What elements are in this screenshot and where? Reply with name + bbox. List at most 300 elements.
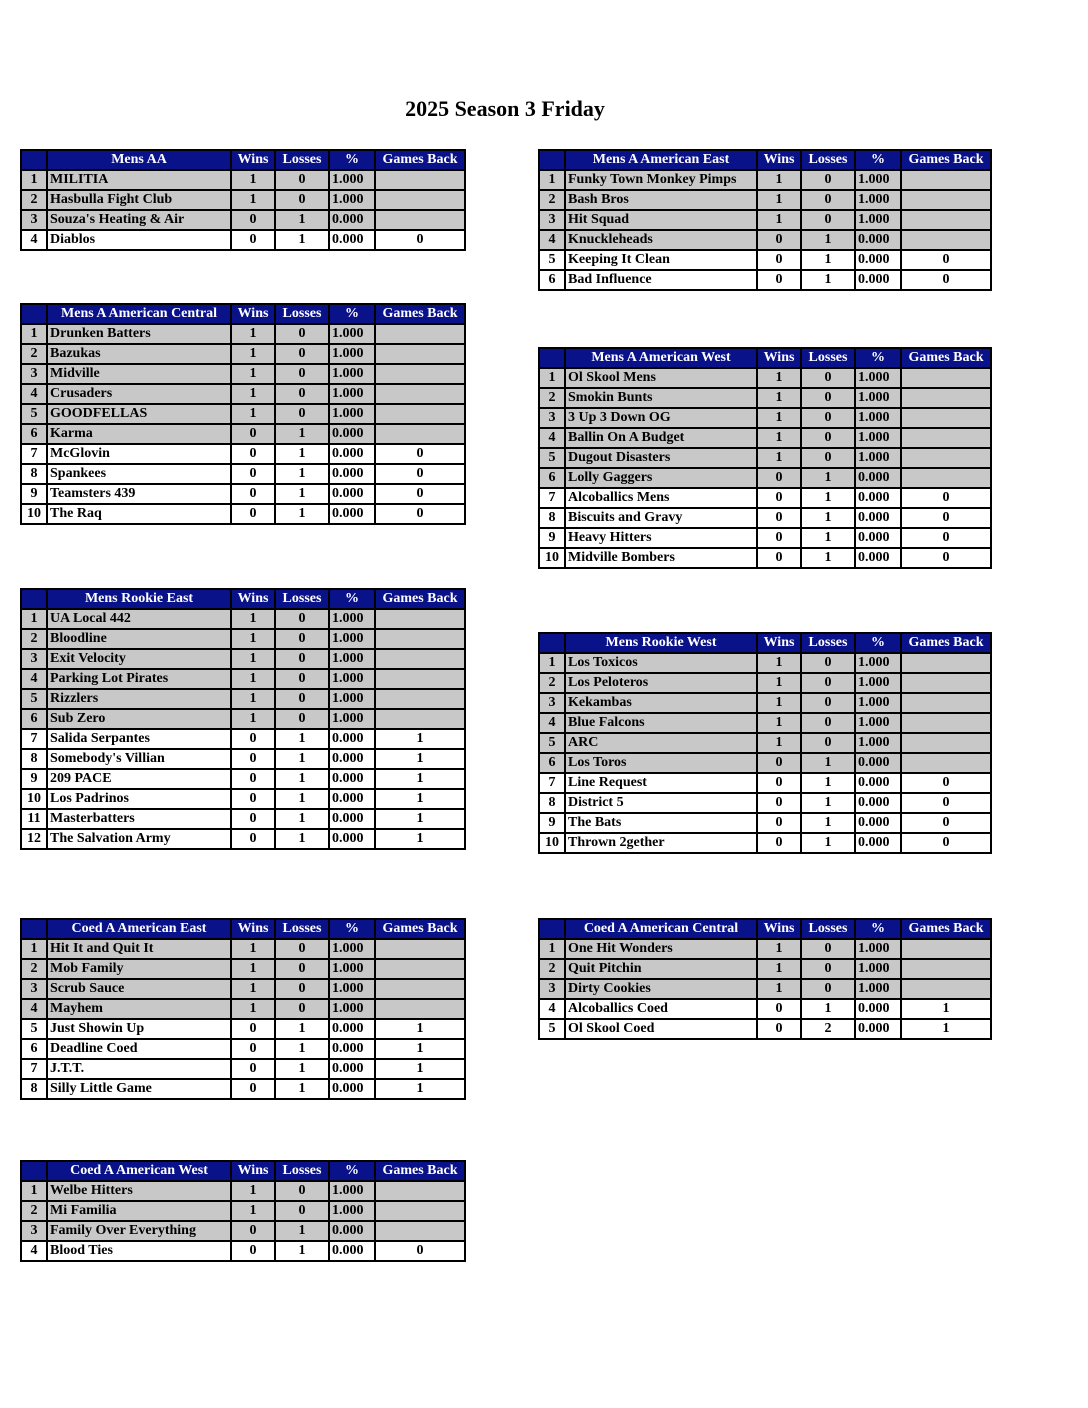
rank-cell: 4 [21, 1241, 47, 1261]
wins-cell: 0 [757, 813, 801, 833]
percent-cell: 0.000 [329, 444, 375, 464]
losses-cell: 0 [801, 448, 855, 468]
standings-table [538, 918, 992, 1040]
losses-cell: 1 [275, 1019, 329, 1039]
wins-header: Wins [231, 589, 275, 609]
team-name-cell: Smokin Bunts [565, 388, 757, 408]
table-row [21, 1079, 465, 1099]
wins-cell: 0 [231, 210, 275, 230]
wins-cell: 0 [231, 1221, 275, 1241]
wins-header: Wins [231, 919, 275, 939]
table-header-row [21, 1161, 465, 1181]
table-row [21, 190, 465, 210]
wins-cell: 1 [231, 629, 275, 649]
rank-cell: 9 [539, 528, 565, 548]
wins-cell: 1 [757, 388, 801, 408]
standings-table [20, 149, 466, 251]
games-back-cell [901, 368, 991, 388]
rank-cell: 5 [539, 448, 565, 468]
wins-cell: 0 [757, 1019, 801, 1039]
team-name-cell: Salida Serpantes [47, 729, 231, 749]
team-name-cell: Sub Zero [47, 709, 231, 729]
losses-cell: 1 [275, 444, 329, 464]
games-back-cell: 0 [901, 773, 991, 793]
losses-cell: 1 [801, 813, 855, 833]
percent-cell: 1.000 [855, 170, 901, 190]
games-back-cell: 0 [901, 813, 991, 833]
percent-cell: 1.000 [855, 388, 901, 408]
wins-cell: 1 [231, 1201, 275, 1221]
team-name-cell: Blood Ties [47, 1241, 231, 1261]
team-name-cell: Dirty Cookies [565, 979, 757, 999]
wins-cell: 0 [231, 424, 275, 444]
team-name-cell: The Salvation Army [47, 829, 231, 849]
percent-cell: 1.000 [329, 170, 375, 190]
games-back-cell: 1 [375, 829, 465, 849]
losses-cell: 1 [275, 464, 329, 484]
games-back-cell: 1 [901, 999, 991, 1019]
header-rank-cell [21, 1161, 47, 1181]
team-name-cell: Heavy Hitters [565, 528, 757, 548]
rank-cell: 12 [21, 829, 47, 849]
wins-cell: 1 [757, 428, 801, 448]
team-name-cell: Los Padrinos [47, 789, 231, 809]
team-name-cell: Souza's Heating & Air [47, 210, 231, 230]
team-name-cell: Mayhem [47, 999, 231, 1019]
wins-cell: 1 [757, 408, 801, 428]
table-row [21, 384, 465, 404]
wins-cell: 1 [231, 979, 275, 999]
games-back-cell: 0 [901, 250, 991, 270]
header-rank-cell [21, 150, 47, 170]
table-row [21, 649, 465, 669]
header-rank-cell [21, 589, 47, 609]
percent-cell: 1.000 [329, 959, 375, 979]
games-back-cell [375, 709, 465, 729]
rank-cell: 3 [21, 649, 47, 669]
rank-cell: 1 [21, 170, 47, 190]
losses-cell: 0 [801, 388, 855, 408]
losses-cell: 0 [801, 979, 855, 999]
percent-cell: 0.000 [329, 829, 375, 849]
team-name-cell: Ballin On A Budget [565, 428, 757, 448]
losses-cell: 0 [275, 404, 329, 424]
team-name-cell: Lolly Gaggers [565, 468, 757, 488]
games-back-cell [901, 713, 991, 733]
team-name-cell: Hasbulla Fight Club [47, 190, 231, 210]
losses-cell: 1 [801, 528, 855, 548]
wins-cell: 1 [757, 979, 801, 999]
wins-cell: 0 [757, 230, 801, 250]
losses-cell: 1 [801, 270, 855, 290]
percent-cell: 1.000 [329, 609, 375, 629]
table-header-row [21, 919, 465, 939]
losses-cell: 0 [801, 368, 855, 388]
rank-cell: 2 [21, 1201, 47, 1221]
division-name-header: Mens Rookie West [565, 633, 757, 653]
percent-cell: 0.000 [855, 813, 901, 833]
games-back-cell [901, 190, 991, 210]
games-back-cell [901, 230, 991, 250]
rank-cell: 1 [539, 939, 565, 959]
games-back-cell [901, 408, 991, 428]
percent-cell: 1.000 [855, 959, 901, 979]
rank-cell: 11 [21, 809, 47, 829]
percent-cell: 0.000 [329, 1039, 375, 1059]
team-name-cell: Los Peloteros [565, 673, 757, 693]
percent-cell: 1.000 [329, 979, 375, 999]
rank-cell: 8 [539, 793, 565, 813]
rank-cell: 10 [539, 833, 565, 853]
games-back-cell [375, 324, 465, 344]
losses-cell: 1 [801, 773, 855, 793]
games-back-cell: 1 [375, 1079, 465, 1099]
percent-cell: 1.000 [855, 448, 901, 468]
team-name-cell: Midville Bombers [565, 548, 757, 568]
percent-cell: 1.000 [329, 324, 375, 344]
losses-cell: 1 [801, 548, 855, 568]
wins-cell: 0 [231, 789, 275, 809]
team-name-cell: Los Toros [565, 753, 757, 773]
header-rank-cell [539, 150, 565, 170]
losses-cell: 1 [275, 729, 329, 749]
team-name-cell: Spankees [47, 464, 231, 484]
losses-cell: 1 [801, 488, 855, 508]
games-back-header: Games Back [375, 150, 465, 170]
percent-cell: 0.000 [855, 548, 901, 568]
team-name-cell: The Raq [47, 504, 231, 524]
team-name-cell: Karma [47, 424, 231, 444]
wins-cell: 0 [757, 270, 801, 290]
team-name-cell: McGlovin [47, 444, 231, 464]
team-name-cell: Somebody's Villian [47, 749, 231, 769]
games-back-cell: 1 [375, 749, 465, 769]
games-back-cell [375, 384, 465, 404]
losses-cell: 0 [275, 959, 329, 979]
standings-table [538, 347, 992, 569]
losses-cell: 1 [275, 1221, 329, 1241]
wins-cell: 0 [757, 250, 801, 270]
rank-cell: 3 [21, 979, 47, 999]
wins-cell: 0 [757, 548, 801, 568]
losses-header: Losses [275, 589, 329, 609]
rank-cell: 6 [539, 468, 565, 488]
games-back-cell: 0 [901, 833, 991, 853]
percent-cell: 1.000 [329, 669, 375, 689]
games-back-cell: 0 [901, 508, 991, 528]
wins-cell: 1 [757, 939, 801, 959]
losses-cell: 1 [801, 250, 855, 270]
wins-cell: 1 [231, 170, 275, 190]
games-back-header: Games Back [375, 1161, 465, 1181]
team-name-cell: Ol Skool Coed [565, 1019, 757, 1039]
losses-cell: 0 [275, 170, 329, 190]
team-name-cell: Crusaders [47, 384, 231, 404]
wins-cell: 1 [231, 709, 275, 729]
rank-cell: 1 [21, 324, 47, 344]
games-back-cell: 1 [375, 1019, 465, 1039]
team-name-cell: GOODFELLAS [47, 404, 231, 424]
team-name-cell: Scrub Sauce [47, 979, 231, 999]
losses-cell: 0 [801, 408, 855, 428]
games-back-cell: 0 [375, 444, 465, 464]
percent-cell: 0.000 [329, 729, 375, 749]
wins-header: Wins [757, 348, 801, 368]
rank-cell: 2 [539, 673, 565, 693]
table-row [539, 1019, 991, 1039]
team-name-cell: Bazukas [47, 344, 231, 364]
wins-cell: 1 [757, 170, 801, 190]
wins-cell: 0 [757, 508, 801, 528]
losses-header: Losses [275, 919, 329, 939]
percent-cell: 0.000 [329, 1079, 375, 1099]
losses-cell: 1 [801, 833, 855, 853]
table-row [21, 404, 465, 424]
team-name-cell: Blue Falcons [565, 713, 757, 733]
games-back-cell: 1 [375, 809, 465, 829]
games-back-cell: 1 [901, 1019, 991, 1039]
table-row [539, 250, 991, 270]
percent-cell: 0.000 [855, 793, 901, 813]
team-name-cell: Mi Familia [47, 1201, 231, 1221]
standings-table [20, 918, 466, 1100]
table-row [539, 813, 991, 833]
rank-cell: 10 [21, 504, 47, 524]
rank-cell: 9 [21, 769, 47, 789]
wins-header: Wins [231, 304, 275, 324]
table-row [21, 230, 465, 250]
rank-cell: 6 [21, 424, 47, 444]
rank-cell: 7 [539, 488, 565, 508]
team-name-cell: Los Toxicos [565, 653, 757, 673]
games-back-cell [375, 1221, 465, 1241]
losses-cell: 1 [275, 789, 329, 809]
rank-cell: 8 [21, 464, 47, 484]
table-row [539, 528, 991, 548]
wins-cell: 1 [757, 368, 801, 388]
team-name-cell: Parking Lot Pirates [47, 669, 231, 689]
games-back-cell [375, 999, 465, 1019]
percent-cell: 0.000 [855, 488, 901, 508]
rank-cell: 6 [539, 270, 565, 290]
losses-cell: 1 [801, 793, 855, 813]
losses-header: Losses [801, 633, 855, 653]
team-name-cell: District 5 [565, 793, 757, 813]
table-header-row [539, 633, 991, 653]
table-row [21, 1201, 465, 1221]
wins-cell: 1 [757, 713, 801, 733]
losses-cell: 0 [275, 999, 329, 1019]
percent-cell: 1.000 [329, 629, 375, 649]
page-title: 2025 Season 3 Friday [405, 96, 605, 121]
percent-cell: 0.000 [855, 753, 901, 773]
losses-cell: 1 [801, 753, 855, 773]
wins-cell: 1 [231, 364, 275, 384]
table-row [21, 689, 465, 709]
percent-header: % [329, 150, 375, 170]
losses-cell: 0 [275, 689, 329, 709]
losses-cell: 0 [275, 629, 329, 649]
losses-cell: 0 [275, 979, 329, 999]
rank-cell: 2 [539, 190, 565, 210]
games-back-cell [375, 190, 465, 210]
division-name-header: Mens Rookie East [47, 589, 231, 609]
standings-table [20, 303, 466, 525]
team-name-cell: Funky Town Monkey Pimps [565, 170, 757, 190]
team-name-cell: Thrown 2gether [565, 833, 757, 853]
rank-cell: 4 [539, 428, 565, 448]
wins-cell: 0 [231, 504, 275, 524]
wins-cell: 0 [757, 528, 801, 548]
losses-cell: 0 [801, 733, 855, 753]
percent-header: % [329, 304, 375, 324]
wins-cell: 1 [231, 959, 275, 979]
table-row [539, 230, 991, 250]
table-row [21, 769, 465, 789]
wins-cell: 0 [231, 444, 275, 464]
table-row [21, 829, 465, 849]
losses-cell: 0 [275, 190, 329, 210]
losses-cell: 1 [801, 230, 855, 250]
losses-cell: 1 [275, 749, 329, 769]
losses-cell: 1 [275, 1241, 329, 1261]
games-back-cell [901, 210, 991, 230]
rank-cell: 2 [539, 959, 565, 979]
team-name-cell: MILITIA [47, 170, 231, 190]
losses-cell: 1 [801, 999, 855, 1019]
games-back-cell: 0 [901, 793, 991, 813]
rank-cell: 9 [539, 813, 565, 833]
games-back-cell: 1 [375, 789, 465, 809]
rank-cell: 1 [21, 939, 47, 959]
losses-cell: 0 [275, 709, 329, 729]
percent-header: % [329, 1161, 375, 1181]
table-row [539, 548, 991, 568]
table-row [21, 809, 465, 829]
percent-header: % [855, 633, 901, 653]
team-name-cell: Alcoballics Coed [565, 999, 757, 1019]
wins-cell: 1 [231, 649, 275, 669]
percent-cell: 1.000 [329, 689, 375, 709]
percent-cell: 1.000 [329, 404, 375, 424]
percent-cell: 0.000 [855, 1019, 901, 1039]
table-row [21, 1059, 465, 1079]
rank-cell: 3 [539, 693, 565, 713]
rank-cell: 1 [21, 1181, 47, 1201]
games-back-cell [901, 673, 991, 693]
wins-cell: 0 [757, 773, 801, 793]
team-name-cell: Bloodline [47, 629, 231, 649]
table-row [539, 210, 991, 230]
table-row [21, 709, 465, 729]
games-back-cell [901, 448, 991, 468]
losses-cell: 0 [801, 673, 855, 693]
wins-cell: 0 [231, 230, 275, 250]
games-back-cell [901, 693, 991, 713]
table-row [21, 364, 465, 384]
wins-cell: 0 [231, 1039, 275, 1059]
losses-cell: 1 [275, 230, 329, 250]
games-back-cell: 0 [901, 488, 991, 508]
percent-cell: 1.000 [855, 408, 901, 428]
percent-cell: 1.000 [329, 364, 375, 384]
games-back-header: Games Back [901, 150, 991, 170]
rank-cell: 5 [21, 1019, 47, 1039]
games-back-cell: 0 [375, 484, 465, 504]
percent-cell: 0.000 [855, 270, 901, 290]
team-name-cell: UA Local 442 [47, 609, 231, 629]
losses-cell: 0 [275, 324, 329, 344]
rank-cell: 7 [21, 1059, 47, 1079]
wins-header: Wins [231, 1161, 275, 1181]
games-back-header: Games Back [375, 919, 465, 939]
games-back-cell [375, 609, 465, 629]
table-row [21, 1019, 465, 1039]
losses-cell: 0 [275, 344, 329, 364]
team-name-cell: Midville [47, 364, 231, 384]
wins-cell: 1 [757, 673, 801, 693]
table-row [21, 669, 465, 689]
team-name-cell: Exit Velocity [47, 649, 231, 669]
games-back-cell [901, 428, 991, 448]
division-name-header: Mens A American Central [47, 304, 231, 324]
division-name-header: Mens A American West [565, 348, 757, 368]
games-back-cell [901, 753, 991, 773]
losses-header: Losses [801, 348, 855, 368]
percent-cell: 1.000 [855, 673, 901, 693]
losses-cell: 2 [801, 1019, 855, 1039]
rank-cell: 9 [21, 484, 47, 504]
wins-cell: 1 [231, 384, 275, 404]
rank-cell: 5 [21, 689, 47, 709]
percent-cell: 1.000 [855, 733, 901, 753]
losses-cell: 0 [801, 210, 855, 230]
percent-cell: 0.000 [329, 809, 375, 829]
wins-cell: 1 [231, 939, 275, 959]
wins-cell: 1 [757, 653, 801, 673]
team-name-cell: Family Over Everything [47, 1221, 231, 1241]
team-name-cell: Bash Bros [565, 190, 757, 210]
rank-cell: 3 [539, 408, 565, 428]
table-row [539, 488, 991, 508]
table-row [539, 793, 991, 813]
percent-header: % [329, 589, 375, 609]
wins-cell: 0 [757, 833, 801, 853]
rank-cell: 3 [21, 210, 47, 230]
games-back-cell [375, 689, 465, 709]
wins-header: Wins [757, 633, 801, 653]
rank-cell: 4 [21, 999, 47, 1019]
table-row [21, 749, 465, 769]
percent-cell: 1.000 [855, 653, 901, 673]
losses-header: Losses [801, 919, 855, 939]
losses-cell: 0 [275, 1201, 329, 1221]
wins-cell: 1 [757, 733, 801, 753]
rank-cell: 6 [21, 709, 47, 729]
header-rank-cell [539, 348, 565, 368]
percent-header: % [329, 919, 375, 939]
losses-cell: 0 [801, 170, 855, 190]
wins-cell: 1 [757, 210, 801, 230]
rank-cell: 8 [21, 1079, 47, 1099]
percent-cell: 0.000 [855, 230, 901, 250]
wins-cell: 1 [757, 448, 801, 468]
losses-cell: 0 [275, 649, 329, 669]
games-back-cell [901, 170, 991, 190]
rank-cell: 4 [539, 999, 565, 1019]
table-row [539, 428, 991, 448]
table-row [21, 999, 465, 1019]
